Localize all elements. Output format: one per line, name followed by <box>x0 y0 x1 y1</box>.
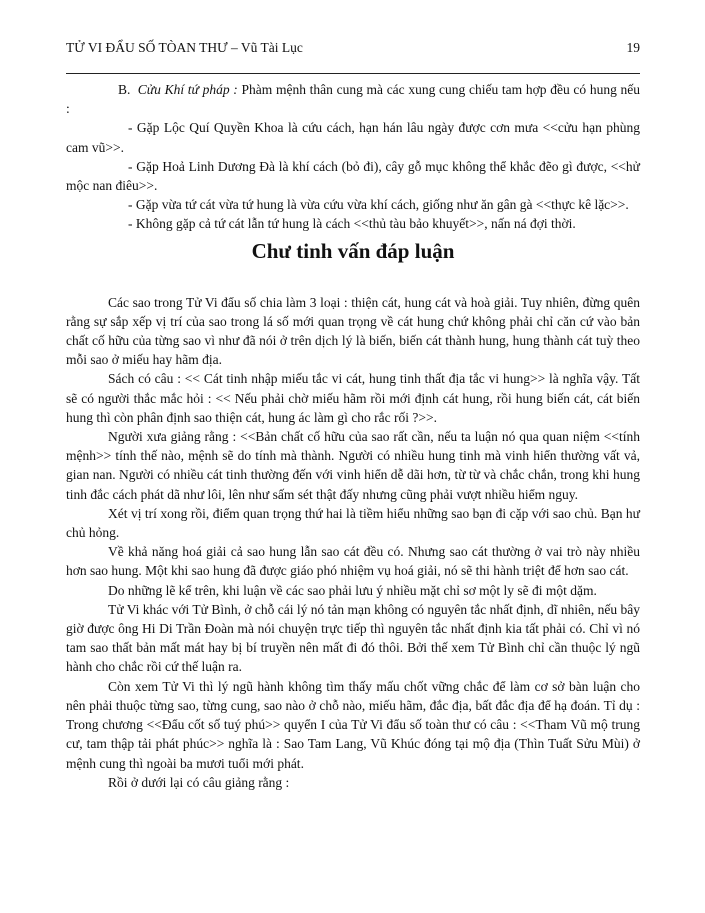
list-item: - Gặp vừa tứ cát vừa tứ hung là vừa cứu vừa khí cách, giống như ăn gân gà <<thực kê lặc>>. <box>128 197 629 213</box>
section-b-heading: Cửu Khí tứ pháp : <box>137 82 238 97</box>
section-b-letter: B. <box>118 82 131 97</box>
page-header <box>66 40 640 60</box>
header-rule <box>66 73 640 74</box>
list-item: - Gặp Lộc Quí Quyền Khoa là cứu cách, hạn hán lâu ngày được cơn mưa <<cửu hạn phùng cam vũ>>. <box>66 120 640 155</box>
section-b-text: Phàm mệnh thân cung mà các xung cung chiếu tam hợp đều có hung nếu : <box>66 82 641 117</box>
body-paragraph: Sách có câu : << Cát tinh nhập miếu tắc vi cát, hung tinh thất địa tắc vi hung>> là nghĩa vậy. Tất sẽ có người thắc mắc hỏi : << Nếu phải chờ miếu hãm rồi mới định cát hung, rồi hung biến cát, cát biến hung thì còn phân định sao thiện cát, hung ác làm gì cho rắc rối ?>>. <box>66 371 640 425</box>
body-paragraph: Người xưa giảng rằng : <<Bản chất cố hữu của sao rất cần, nếu ta luận nó qua quan niệm <<tính mệnh>> tính thế nào, mệnh sẽ do tính mà thành. Người có nhiều hung tinh mà vinh hiển thường vất vả, gian nan. Người có nhiều cát tinh thường đến với vinh hiển dễ dãi hơn, từ từ và chắc chắn, trong khi hung tinh đắc cách phát dã như lôi, lên như sấm sét thật đấy nhưng cũng phải vượt nhiều hiểm nguy. <box>66 429 640 502</box>
body-paragraph: Về khả năng hoá giải cả sao hung lẫn sao cát đều có. Nhưng sao cát thường ở vai trò này nhiều hơn sao hung. Một khi sao hung đã được giáo phó nhiệm vụ hoá giải, nó sẽ thi hành triệt để hơn sao cát. <box>66 544 640 579</box>
section-b-paragraph <box>66 80 640 118</box>
body-paragraph: Các sao trong Tử Vi đẩu số chia làm 3 loại : thiện cát, hung cát và hoà giải. Tuy nhiên, đừng quên rằng sự sắp xếp vị trí của sao trong lá số mới quan trọng về cát hung chứ không phải chỉ căn cứ vào bản chất cố hữu của từng sao vì như đã nói ở trên dịch lý là biến, biến cát thành hung, hung thành cát tuỳ theo mỗi sao ở miếu hay hãm địa. <box>66 294 640 368</box>
spacer <box>66 266 640 293</box>
list-item: - Gặp Hoả Linh Dương Đà là khí cách (bỏ đi), cây gỗ mục không thể khắc đẽo gì được, <<hử mộc nan điêu>>. <box>66 158 640 194</box>
body-paragraph: Xét vị trí xong rồi, điểm quan trọng thứ hai là tiềm hiểu những sao bạn đi cặp với sao chủ. Bạn hư chủ hỏng. <box>66 505 640 541</box>
body-paragraph: Tử Vi khác với Tử Bình, ở chỗ cái lý nó tản mạn không có nguyên tắc nhất định, dĩ nhiên, nếu bây giờ được ông Hi Di Trần Đoàn mà nói chuyện trực tiếp thì nguyên tắc nhất định kia tất phải có. Chỉ vì nó tam sao thất bản mất mát hay bị bí truyền nên mất đi đó thôi. Bởi thế xem Tử Bình chỉ cần thuộc lý ngũ hành cho chắc rồi cứ thế luận ra. <box>66 601 640 675</box>
list-item: - Không gặp cả tứ cát lẫn tứ hung là cách <<thủ tàu bảo khuyết>>, nấn ná đợi thời. <box>128 216 576 232</box>
running-title: TỬ VI ĐẨU SỐ TÒAN THƯ – Vũ Tài Lục <box>66 40 303 55</box>
body-paragraph: Rồi ở dưới lại có câu giảng rằng : <box>108 774 290 790</box>
section-title: Chư tinh vấn đáp luận <box>251 238 455 263</box>
page-number: 19 <box>626 40 640 55</box>
body-paragraph: Do những lẽ kể trên, khi luận về các sao phải lưu ý nhiều mặt chỉ sơ một ly sẽ đi một dặm. <box>108 582 597 598</box>
page-content <box>66 80 640 792</box>
body-paragraph: Còn xem Tử Vi thì lý ngũ hành không tìm thấy mấu chốt vững chắc để làm cơ sở bàn luận cho nên phải thuộc từng sao, từng cung, sao nào ở chỗ nào, miếu hãm, đắc địa, bất đắc địa để hạ đoán. Tỉ dụ : Trong chương <<Đẩu cốt số tuý phú>> quyển I của Tử Vi đẩu số toàn thư có câu : <<Tham Vũ mộ trung cư, tam thập tải phát phúc>> nghĩa là : Sao Tam Lang, Vũ Khúc đóng tại mộ địa (Thìn Tuất Sửu Mùi) ở mệnh cung thì ngoài ba mươi tuổi mới phát. <box>66 678 640 771</box>
